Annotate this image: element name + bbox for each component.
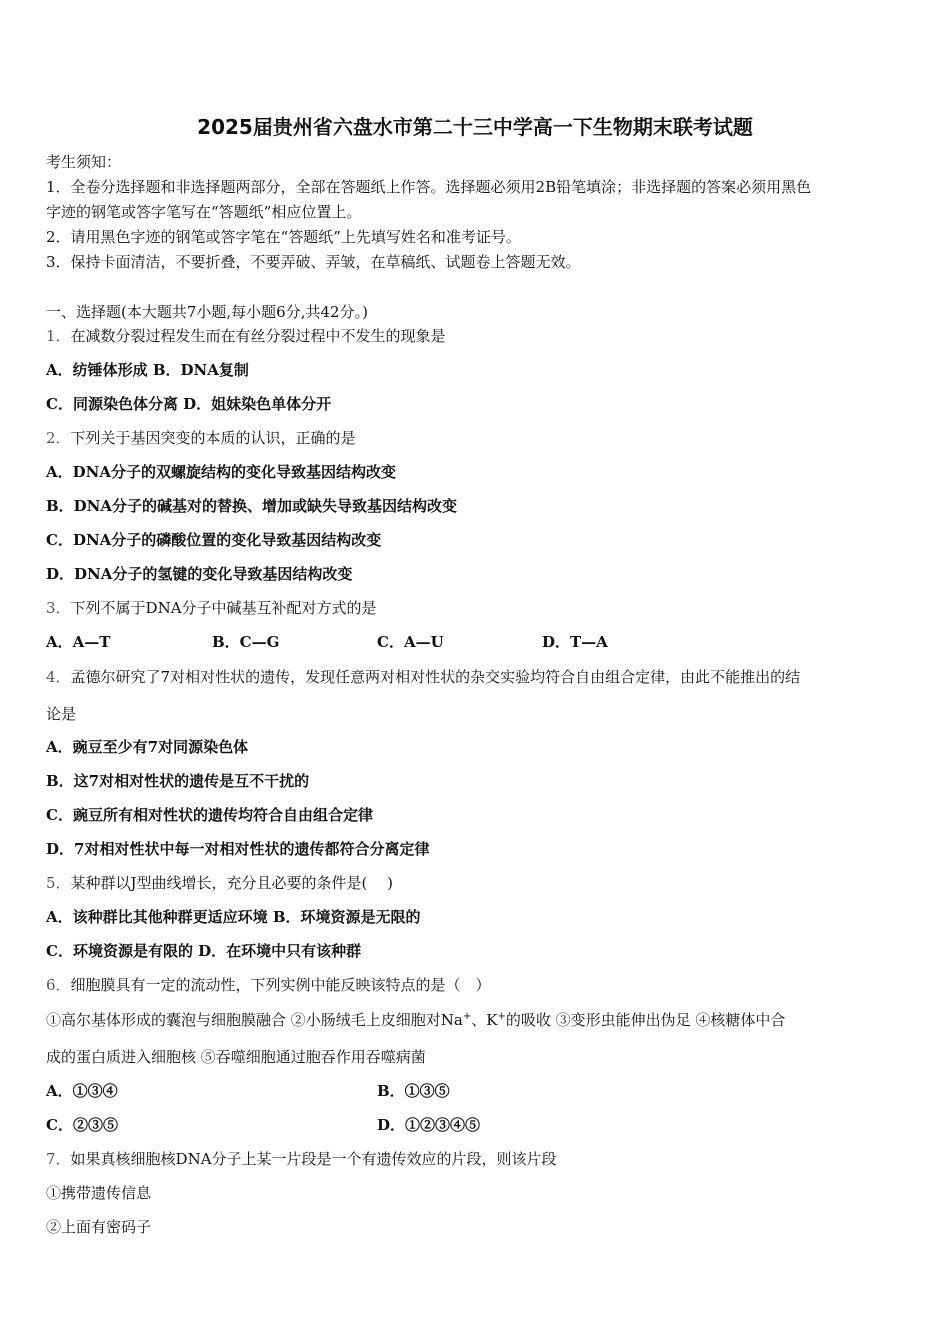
superscript-charge: +: [462, 1011, 472, 1022]
q6-items-part: 的吸收 ③变形虫能伸出伪足 ④核糖体中合: [505, 1011, 786, 1029]
question-stem: 在减数分裂过程发生而在有丝分裂过程中不发生的现象是: [70, 327, 446, 345]
q6-option-d: D．①②③④⑤: [377, 1116, 481, 1134]
section-heading: 一、选择题(本大题共7小题,每小题6分,共42分。): [46, 303, 368, 321]
question-7: [46, 1149, 557, 1169]
notice-item-1: 1．全卷分选择题和非选择题两部分，全部在答题纸上作答。选择题必须用2B铅笔填涂；非选择题的答案必须用黑色: [46, 178, 812, 196]
notice-item-1-cont: 字迹的钢笔或答字笔写在“答题纸”相应位置上。: [46, 203, 362, 221]
q5-options-row-1: A．该种群比其他种群更适应环境 B．环境资源是无限的: [46, 908, 421, 926]
q3-option-b: B．C—G: [212, 633, 280, 651]
q4-option-c: C．豌豆所有相对性状的遗传均符合自由组合定律: [46, 806, 373, 824]
question-3: [46, 598, 377, 618]
question-6: [46, 975, 491, 995]
q6-items-row-1: [46, 1010, 785, 1030]
q6-option-c: C．②③⑤: [46, 1116, 118, 1134]
q1-options-row-2: C．同源染色体分离 D．姐妹染色单体分开: [46, 395, 332, 413]
q3-option-a: A．A—T: [46, 633, 111, 651]
notice-heading: 考生须知：: [46, 153, 122, 171]
question-2: [46, 428, 356, 448]
q2-option-d: D．DNA分子的氢键的变化导致基因结构改变: [46, 565, 353, 583]
notice-item-2: 2．请用黑色字迹的钢笔或答字笔在“答题纸”上先填写姓名和准考证号。: [46, 228, 521, 246]
q2-option-b: B．DNA分子的碱基对的替换、增加或缺失导致基因结构改变: [46, 497, 458, 515]
notice-item-3: 3．保持卡面清洁，不要折叠，不要弄破、弄皱，在草稿纸、试题卷上答题无效。: [46, 253, 581, 271]
question-4-cont: 论是: [46, 705, 77, 723]
q3-option-d: D．T—A: [542, 633, 608, 651]
question-number: 6．: [46, 976, 71, 994]
question-number: 3．: [46, 599, 71, 617]
q5-options-row-2: C．环境资源是有限的 D．在环境中只有该种群: [46, 942, 362, 960]
question-stem: 细胞膜具有一定的流动性，下列实例中能反映该特点的是（ ）: [70, 976, 491, 994]
q6-items-part: ①高尔基体形成的囊泡与细胞膜融合 ②小肠绒毛上皮细胞对Na: [46, 1011, 463, 1029]
q4-option-a: A．豌豆至少有7对同源染色体: [46, 738, 249, 756]
superscript-charge: +: [497, 1011, 506, 1022]
q2-option-c: C．DNA分子的磷酸位置的变化导致基因结构改变: [46, 531, 382, 549]
q6-option-b: B．①③⑤: [377, 1082, 450, 1100]
question-stem: 下列不属于DNA分子中碱基互补配对方式的是: [70, 599, 377, 617]
q3-option-c: C．A—U: [377, 633, 444, 651]
q6-items-part: 、K: [471, 1011, 498, 1029]
q1-options-row-1: A．纺锤体形成 B．DNA复制: [46, 361, 249, 379]
question-number: 4．: [46, 668, 71, 686]
question-4: [46, 667, 800, 687]
q6-items-row-2: 成的蛋白质进入细胞核 ⑤吞噬细胞通过胞吞作用吞噬病菌: [46, 1048, 426, 1066]
question-number: 2．: [46, 429, 71, 447]
page-title: 2025届贵州省六盘水市第二十三中学高一下生物期末联考试题: [197, 115, 753, 139]
q6-option-a: A．①③④: [46, 1082, 118, 1100]
q4-option-d: D．7对相对性状中每一对相对性状的遗传都符合分离定律: [46, 840, 430, 858]
question-stem: 如果真核细胞核DNA分子上某一片段是一个有遗传效应的片段，则该片段: [70, 1150, 557, 1168]
q7-item-2: ②上面有密码子: [46, 1218, 152, 1236]
question-number: 7．: [46, 1150, 71, 1168]
question-number: 1．: [46, 327, 71, 345]
question-1: [46, 326, 446, 346]
question-stem: 下列关于基因突变的本质的认识，正确的是: [70, 429, 356, 447]
question-stem: 孟德尔研究了7对相对性状的遗传，发现任意两对相对性状的杂交实验均符合自由组合定律，由此不能推出的结: [70, 668, 801, 686]
question-5: [46, 873, 393, 893]
q2-option-a: A．DNA分子的双螺旋结构的变化导致基因结构改变: [46, 463, 396, 481]
q7-item-1: ①携带遗传信息: [46, 1184, 152, 1202]
q4-option-b: B．这7对相对性状的遗传是互不干扰的: [46, 772, 310, 790]
question-stem: 某种群以J型曲线增长，充分且必要的条件是( ): [70, 874, 394, 892]
question-number: 5．: [46, 874, 71, 892]
